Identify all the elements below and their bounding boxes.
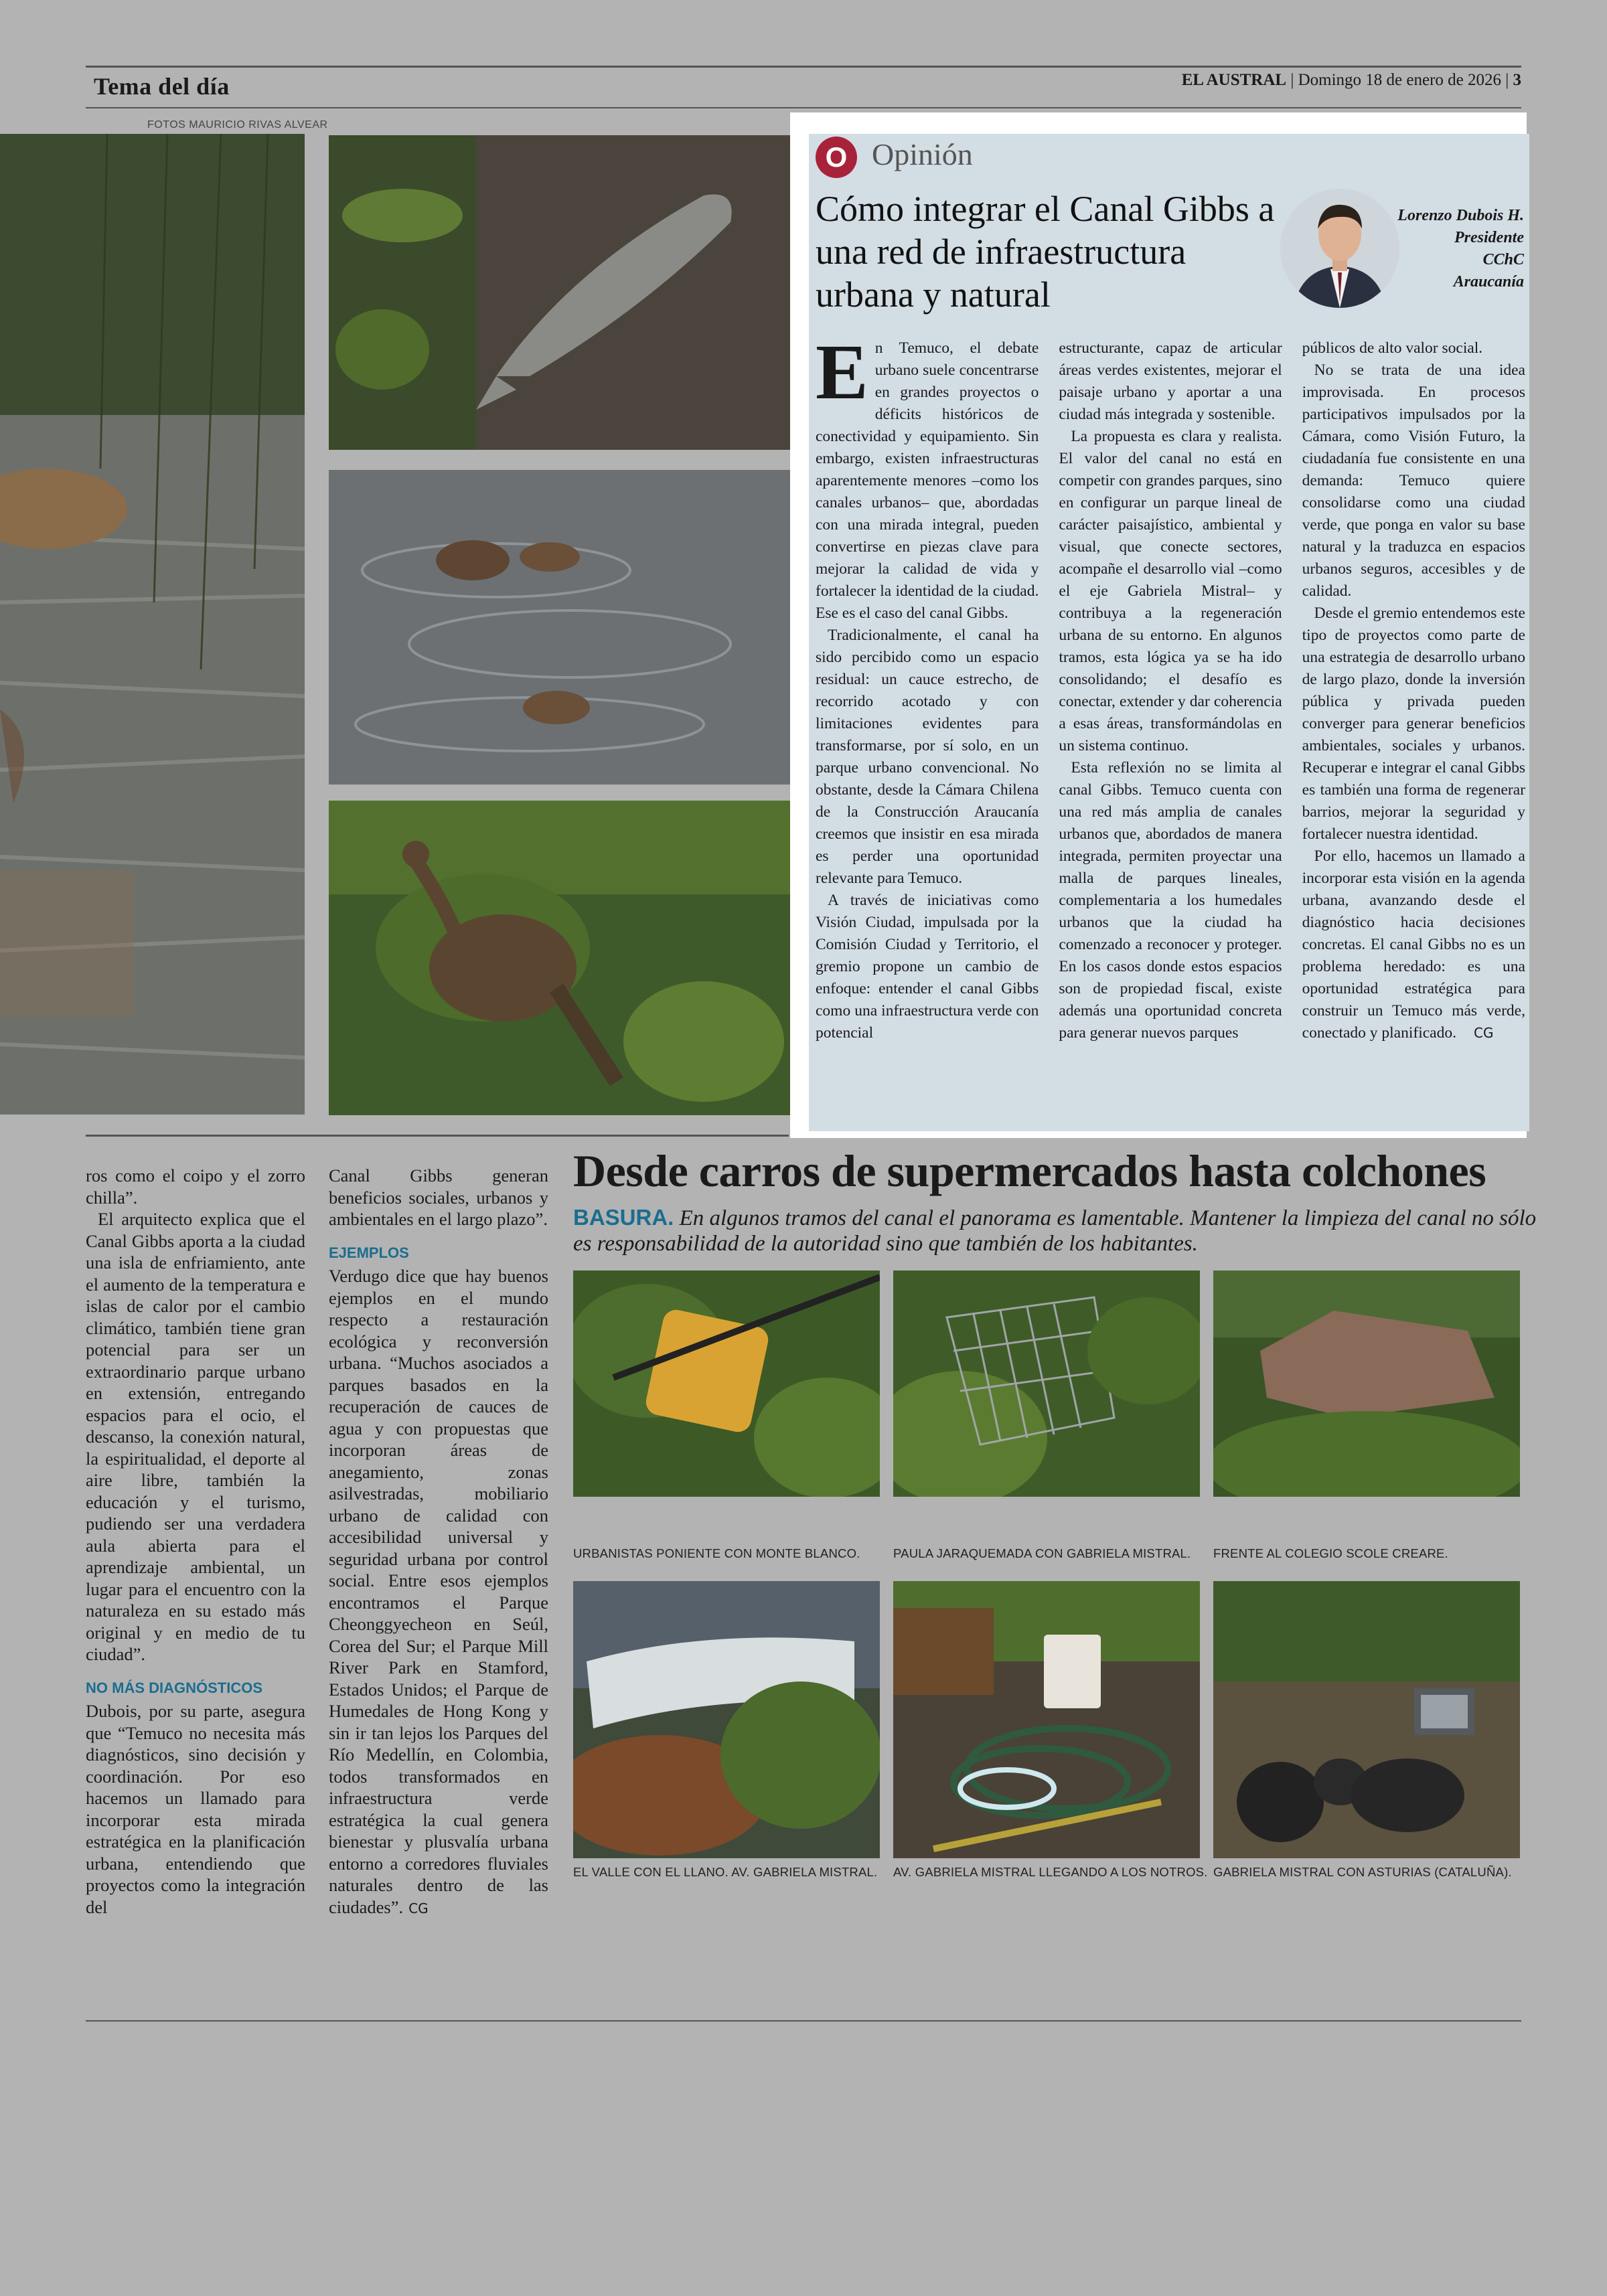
gallery-kicker: BASURA.: [573, 1205, 674, 1230]
article-paragraph: Dubois, por su parte, asegura que “Temuco no necesita más diagnósticos, sino decisión y coordinación. Por eso hacemos un llamado para incorporar esta mirada estratégica en la planificación urbana, entendiendo que proyectos como la integración del: [86, 1701, 305, 1917]
trash-photo-3: [1213, 1270, 1520, 1497]
trash-photo-5: [893, 1581, 1200, 1858]
bird-photo: [329, 801, 791, 1115]
trash-photo-2: [893, 1270, 1200, 1497]
photo-credit: FOTOS MAURICIO RIVAS ALVEAR: [147, 119, 328, 131]
author-block: [1379, 205, 1524, 293]
opinion-paragraph: Esta reflexión no se limita al canal Gibbs. Temuco cuenta con una red más amplia de canales urbanos que, abordados de manera integrada, permiten proyectar una malla de parques lineales, complementaria a los humedales urbanos que la ciudad ha comenzado a reconocer y proteger. En los casos donde estos espacios son de propiedad fiscal, existe además una oportunidad concreta para generar nuevos parques: [1059, 759, 1282, 1042]
opinion-paragraph: Por ello, hacemos un llamado a incorporar esta visión en la agenda urbana, avanzando desde el diagnóstico hacia decisiones concretas. El canal Gibbs no es un problema heredado: es una oportunidad estratégica para construir un Temuco más verde, conectado y planificado.: [1302, 847, 1525, 1042]
opinion-paragraph: n Temuco, el debate urbano suele concentrarse en grandes proyectos o déficits históricos de conectividad y equipamiento. Sin embargo, existen infraestructuras aparentemente menores –como los canales urbanos– que, abordadas con una mirada integral, pueden convertirse en piezas clave para mejorar la calidad de vida y fortalecer la identidad de la ciudad. Ese es el caso del canal Gibbs.: [816, 339, 1039, 622]
opinion-paragraph: Desde el gremio entendemos este tipo de proyectos como parte de una estrategia de desarrollo urbano de largo plazo, donde la inversión pública y privada pueden converger para generar beneficios ambientales, sociales y urbanos. Recuperar e integrar el canal Gibbs es también una forma de regenerar barrios, mejorar la seguridad y fortalecer nuestra identidad.: [1302, 604, 1525, 843]
article-column-1: [86, 1165, 305, 1918]
paper-name: EL AUSTRAL: [1181, 71, 1287, 89]
trash-photo-6: [1213, 1581, 1520, 1858]
opinion-body: [816, 328, 1525, 1044]
opinion-label: Opinión: [872, 137, 973, 171]
trash-photo-4: [573, 1581, 880, 1858]
gallery-deck-text: En algunos tramos del canal el panorama es lamentable. Mantener la limpieza del canal no sólo es responsabilidad de la autoridad sino que también de los habitantes.: [573, 1206, 1537, 1256]
opinion-column-2: [1059, 337, 1282, 1044]
ducks-photo: [329, 470, 791, 785]
drop-cap: E: [816, 328, 868, 416]
page-header-info: EL AUSTRAL | Domingo 18 de enero de 2026 | 3: [1181, 71, 1521, 89]
opinion-paragraph: La propuesta es clara y realista. El valor del canal no está en competir con grandes parques, sino en configurar un parque lineal de carácter paisajístico, ambiental y visual, que conecte sectores, acompañe el desarrollo vial –como el eje Gabriela Mistral– y contribuya a la regeneración urbana de su entorno. En algunos tramos, esta lógica ya se ha ido consolidando; el desafío es conectar, extender y dar coherencia a esas áreas, transformándolas en un sistema continuo.: [1059, 428, 1282, 754]
subheading-no-mas-diagnosticos: NO MÁS DIAGNÓSTICOS: [86, 1679, 263, 1696]
end-mark-icon: CG: [408, 1900, 429, 1916]
article-column-2: [329, 1165, 548, 1919]
header-underline: [86, 107, 1521, 108]
article-paragraph: Verdugo dice que hay buenos ejemplos en el mundo respecto a restauración ecológica y reconversión urbana. “Muchos asociados a parques basados en la recuperación de cauces de agua y con propuestas que incorporan áreas de anegamiento, zonas asilvestradas, mobiliario urbano de calidad con accesibilidad universal y seguridad urbana por control social. Entre esos ejemplos encontramos el Parque Cheonggyecheon en Seúl, Corea del Sur; el Parque Mill River Park en Stamford, Estados Unidos; el Parque de Humedales de Hong Kong y sin ir tan lejos los Parques del Río Medellín, en Colombia, todos transformados en infraestructura verde estratégica la cual genera bienestar y plusvalía urbana entorno a corredores fluviales naturales dentro de las ciudades”.: [329, 1266, 548, 1917]
opinion-paragraph: públicos de alto valor social.: [1302, 339, 1483, 357]
author-role: Presidente: [1454, 229, 1524, 246]
opinion-column-3: [1302, 337, 1525, 1044]
article-paragraph: El arquitecto explica que el Canal Gibbs aporta a la ciudad una isla de enfriamiento, ante el aumento de la temperatura e islas de calor por el cambio climático, también tiene gran potencial para ser un extraordinario parque urbano en extensión, entregando espacios para el ocio, el descanso, la conexión natural, la espiritualidad, el deporte al aire libre, también la educación y el turismo, pudiendo ser una verdadera aula abierta para el aprendizaje ambiental, un lugar para el encuentro con la naturaleza en su estado más original y en medio de tu ciudad”.: [86, 1209, 305, 1664]
opinion-paragraph: A través de iniciativas como Visión Ciudad, impulsada por la Comisión Ciudad y Territorio, el gremio propone un cambio de enfoque: entender el canal Gibbs como una infraestructura verde con potencial: [816, 892, 1039, 1042]
opinion-column-1: [816, 328, 1039, 1044]
opinion-title: Cómo integrar el Canal Gibbs a una red de infraestructura urbana y natural: [816, 189, 1275, 315]
gallery-headline: Desde carros de supermercados hasta colchones: [573, 1145, 1486, 1196]
opinion-badge: O: [816, 137, 857, 178]
end-mark-icon: CG: [1474, 1025, 1494, 1041]
article-paragraph: Canal Gibbs generan beneficios sociales, urbanos y ambientales en el largo plazo”.: [329, 1165, 548, 1229]
photo-caption: AV. GABRIELA MISTRAL LLEGANDO A LOS NOTROS.: [893, 1865, 1208, 1879]
subheading-ejemplos: EJEMPLOS: [329, 1244, 409, 1261]
photo-caption: URBANISTAS PONIENTE CON MONTE BLANCO.: [573, 1546, 860, 1560]
page-number: 3: [1513, 71, 1521, 89]
photo-caption: PAULA JARAQUEMADA CON GABRIELA MISTRAL.: [893, 1546, 1191, 1560]
author-name: Lorenzo Dubois H.: [1397, 207, 1524, 224]
issue-date: Domingo 18 de enero de 2026: [1298, 71, 1501, 89]
section-title: Tema del día: [94, 73, 230, 100]
author-org: CChC: [1482, 251, 1524, 268]
author-region: Araucanía: [1453, 273, 1524, 291]
opinion-paragraph: No se trata de una idea improvisada. En procesos participativos impulsados por la Cámara, como Visión Futuro, la ciudadanía fue consistente en una demanda: Temuco quiere consolidarse como una ciudad verde, que ponga en valor su base natural y la traduzca en espacios urbanos seguros, accesibles y de calidad.: [1302, 361, 1525, 600]
gallery-deck: [573, 1205, 1537, 1256]
section-rule: [86, 1135, 789, 1137]
fish-in-canal-photo: [329, 135, 791, 450]
opinion-paragraph: Tradicionalmente, el canal ha sido percibido como un espacio residual: un cauce estrecho, de recorrido acotado y con limitaciones evidentes para transformarse, por sí solo, en un parque urbano convencional. No obstante, desde la Cámara Chilena de la Construcción Araucanía creemos que insistir en esa mirada es perder una oportunidad relevante para Temuco.: [816, 627, 1039, 887]
opinion-paragraph: estructurante, capaz de articular áreas verdes existentes, mejorar el paisaje urbano y aportar a una ciudad más integrada y sostenible.: [1059, 339, 1282, 423]
article-paragraph: ros como el coipo y el zorro chilla”.: [86, 1165, 305, 1208]
top-rule: [86, 66, 1521, 68]
canal-willow-photo: [0, 134, 305, 1115]
bottom-rule: [86, 2020, 1521, 2022]
photo-caption: EL VALLE CON EL LLANO. AV. GABRIELA MISTRAL.: [573, 1865, 878, 1879]
photo-caption: GABRIELA MISTRAL CON ASTURIAS (CATALUÑA).: [1213, 1865, 1512, 1879]
photo-caption: FRENTE AL COLEGIO SCOLE CREARE.: [1213, 1546, 1448, 1560]
trash-photo-1: [573, 1270, 880, 1497]
